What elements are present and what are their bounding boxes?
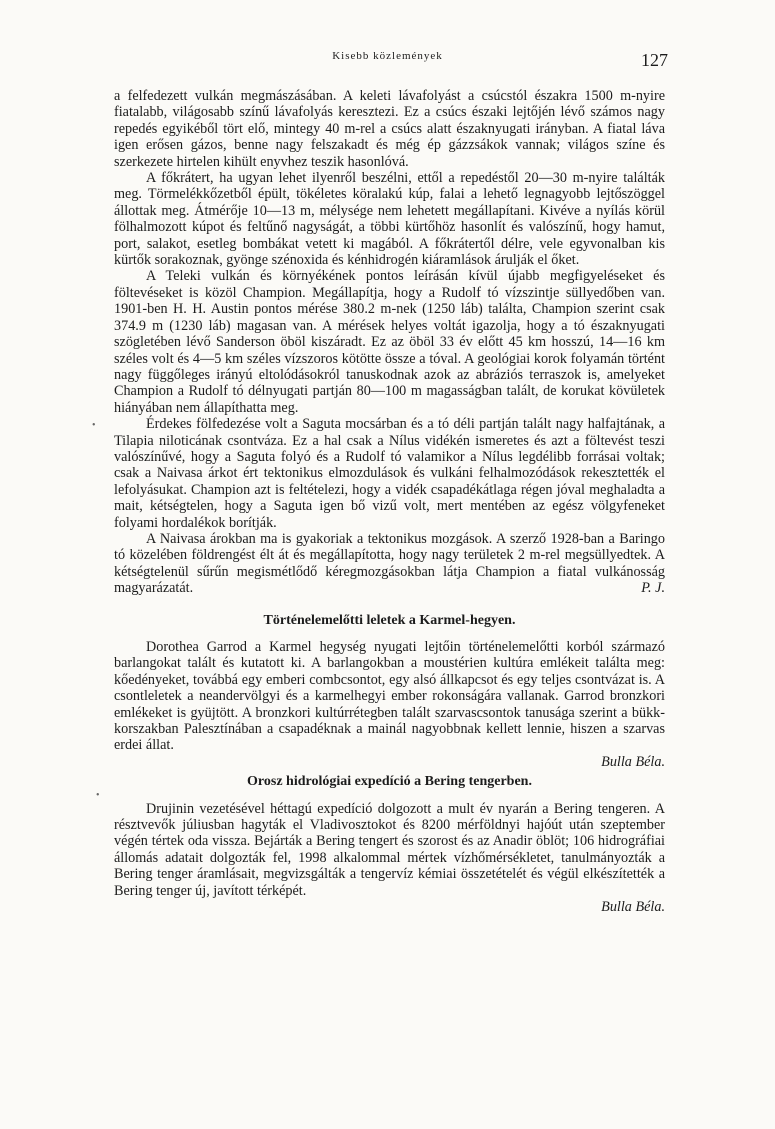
article-paragraph: Érdekes fölfedezése volt a Saguta mocsárban és a tó déli partján talált nagy halfajtának, a Tilapia niloticának csontváza. Ez a hal csak a Nílus vidékén ismeretes és azt a föltevést teszi valószínűvé, hogy a Saguta folyó és a Rudolf tó valamikor a Nílus legdélibb forrásai voltak; csak a Naivasa árkot ért tektonikus elmozdulások és vulkáni felhalmozódások rekesztették el lefolyásukat. Champion azt is feltételezi, hogy a vidék csapadékátlaga régen jóval meghaladta a mait, kétségtelen, hogy a Saguta igen bő vizű volt, mert mentében az egész völgyfeneket folyami hordalékok borítják. bbox=[114, 416, 665, 531]
article-paragraph-last bbox=[114, 531, 665, 597]
page-header bbox=[0, 40, 775, 80]
author-signature: Bulla Béla. bbox=[601, 753, 665, 770]
page-body bbox=[114, 88, 665, 916]
article-paragraph-text: A Naivasa árokban ma is gyakoriak a tektonikus mozgások. A szerző 1928-ban a Baringo tó közelében földrengést élt át és megállapította, hogy nagy területek 2 m-rel megsüllyedtek. A kétségtelenül sűrűn megismétlődő kéregmozgásokban látja Champion a fiatal vulkánosság magyarázatát. bbox=[114, 530, 665, 597]
article-paragraph: A Teleki vulkán és környékének pontos leírásán kívül újabb megfigyeléseket és föltevéseket is közöl Champion. Megállapítja, hogy a Rudolf tó vízszintje süllyedőben van. 1901-ben H. H. Austin pontos mérése 380.2 m-nek (1250 láb) találta, Champion szerint csak 374.9 m (1230 láb) magasan van. A mérések helyes voltát igazolja, hogy a tó északnyugati szögletében lévő Sanderson öböl kiszáradt. Ez az öböl 33 év előtt 45 km hosszú, 14—16 km széles volt és 4—5 km széles vízszoros kötötte össze a tóval. A geológiai korok folyamán történt nagy függőleges irányú eltolódásokról tanuskodnak azok az abráziós terraszok is, amelyeket Champion a Rudolf tó délnyugati partján 80—100 m magasságban talált, de korukat kövületek hiányában nem állapíthatta meg. bbox=[114, 268, 665, 416]
article-paragraph: A főkrátert, ha ugyan lehet ilyenről beszélni, ettől a repedéstől 20—30 m-nyire találták meg. Törmelékkőzetből épült, tökéletes köralakú kúp, falai a lehető legnagyobb lejtőszöggel állottak meg. Átmérője 10—13 m, mélysége nem lehetett megállapítani. Kivéve a nyílás körül fölhalmozott kúpot és feltűnő nagyságát, a többi kürtőhöz hasonlít és valószínű, hogy hamut, port, salakot, esetleg bombákat vetett ki magából. A főkrátertől délre, vele egyvonalban kis kürtők sorakoznak, gyönge szénoxida és kénhidrogén kiáramlások árulják el őket. bbox=[114, 170, 665, 269]
section-title: Orosz hidrológiai expedíció a Bering tengerben. bbox=[247, 774, 532, 790]
author-signature: P. J. bbox=[641, 580, 665, 597]
margin-dot: • bbox=[92, 420, 96, 431]
article-paragraph: a felfedezett vulkán megmászásában. A keleti lávafolyást a csúcstól északra 1500 m-nyire fiatalabb, világosabb színű lávafolyás keresztezi. Ez a csúcs északi lejtőjén lévő számos nagy repedés egyikéből tört elő, mintegy 40 m-rel a csúcs alatt északnyugati irányban. A fiatal láva igen erősen gázos, benne nagy felszakadt és még ép gázzsákok vannak; világos színe és szerkezete hirtelen kihült enyvhez teszik hasonlóvá. bbox=[114, 88, 665, 170]
article-paragraph: Dorothea Garrod a Karmel hegység nyugati lejtőin történelemelőtti korból származó barlangokat talált és kutatott ki. A barlangokban a moustérien kultúra emlékeit találta meg: kőedényeket, továbbá egy emberi combcsontot, egy alsó állkapcsot és egy teljes csontvázat is. A csontleletek a neandervölgyi és a karmelhegyi ember rokonságára vallanak. Garrod bronzkori emlékeket is gyüjtött. A bronzkori kultúrrétegben talált szarvascsontok tanusága szerint a bükk-korszakban Palesztínában a csapadéknak a mainál nagyobbnak kellett lennie, hiszen a szarvas erdei állat. bbox=[114, 639, 665, 754]
margin-dot: • bbox=[96, 790, 100, 801]
page-number: 127 bbox=[641, 50, 668, 70]
author-signature: Bulla Béla. bbox=[601, 899, 665, 916]
article-paragraph: Drujinin vezetésével héttagú expedíció dolgozott a mult év nyarán a Bering tengeren. A résztvevők júliusban hagyták el Vladivosztokot és 8200 mérföldnyi hajóút után szeptember végén tértek oda vissza. Bejárták a Bering tengert és szorost és az Anadir öblöt; 106 hidrográfiai állomás adatait dolgozták fel, 1998 alkalommal mértek vízhőmérsékletet, tanulmányozták a Bering tenger áramlásait, megvizsgálták a tengervíz kémiai összetételét és végül elkészítették a Bering tenger új, javított térképét. bbox=[114, 800, 665, 899]
section-title: Történelemelőtti leletek a Karmel-hegyen. bbox=[263, 612, 516, 628]
running-title: Kisebb közlemények bbox=[332, 50, 443, 62]
